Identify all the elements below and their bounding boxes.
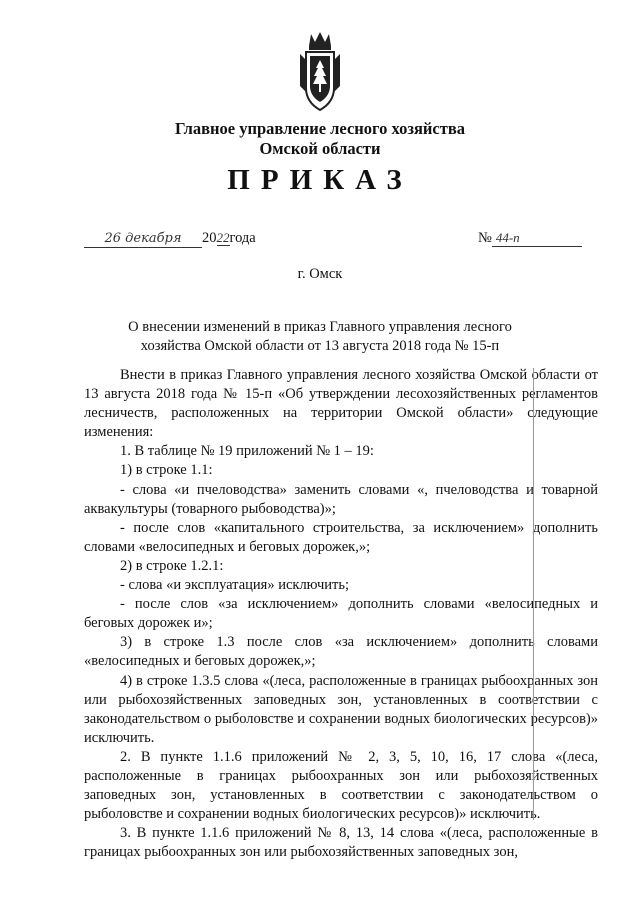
paragraph-intro: Внести в приказ Главного управления лесного хозяйства Омской области от 13 августа 2018 года № 15-п «Об утверждении лесохозяйственных регламентов лесничеств, расположенных на территории Омской области» следующие изменения: bbox=[84, 367, 598, 441]
paragraph-sub-1: 1) в строке 1.1: bbox=[120, 462, 213, 479]
city: г. Омск bbox=[297, 266, 343, 282]
paragraph-item-3: 3. В пункте 1.1.6 приложений № 8, 13, 14 слова «(леса, расположенные в границах рыбоохранных зон или рыбохозяйственных заповедных зон, bbox=[84, 825, 598, 861]
paragraph-dash-2: - после слов «капитального строительства, за исключением» дополнить словами «велосипедных и беговых дорожек,»; bbox=[84, 519, 598, 555]
number-sign: № bbox=[478, 230, 492, 246]
coat-of-arms-icon bbox=[297, 30, 343, 116]
paragraph-dash-3: - слова «и эксплуатация» исключить; bbox=[120, 577, 349, 594]
year-handwritten: 22 bbox=[216, 230, 230, 245]
organization-name bbox=[150, 119, 490, 159]
date-handwritten: 26 декабря bbox=[84, 231, 202, 248]
order-body bbox=[84, 366, 598, 862]
paragraph-sub-4: 4) в строке 1.3.5 слова «(леса, расположенные в границах рыбоохранных зон или рыбохозяйственных заповедных зон, установленных в соответствии с законодательством о рыболовстве и сохранении водных биологических ресурсов)» исключить. bbox=[84, 672, 598, 746]
number-handwritten: 44-п bbox=[492, 230, 582, 247]
org-line-1: Главное управление лесного хозяйства bbox=[174, 119, 466, 138]
org-line-2: Омской области bbox=[259, 139, 381, 158]
paragraph-item-1: 1. В таблице № 19 приложений № 1 – 19: bbox=[120, 443, 374, 460]
year-suffix: года bbox=[229, 230, 256, 246]
year-prefix: 20 bbox=[202, 230, 217, 246]
order-number bbox=[478, 230, 582, 247]
paragraph-dash-1: - слова «и пчеловодства» заменить словами «, пчеловодства и товарной аквакультуры (товарного рыбоводства)»; bbox=[84, 481, 598, 517]
paragraph-sub-3: 3) в строке 1.3 после слов «за исключением» дополнить словами «велосипедных и беговых дорожек,»; bbox=[84, 634, 598, 670]
paragraph-sub-2: 2) в строке 1.2.1: bbox=[120, 557, 224, 574]
document-type-title: ПРИКАЗ bbox=[227, 164, 413, 196]
paragraph-item-2: 2. В пункте 1.1.6 приложений № 2, 3, 5, 10, 16, 17 слова «(леса, расположенные в границах рыбоохранных зон или рыбохозяйственных заповедных зон, установленных в соответствии с законодательством о рыболовстве и сохранении водных биологических ресурсов)» исключить. bbox=[84, 748, 598, 823]
order-subject: О внесении изменений в приказ Главного управления лесного хозяйства Омской области от 13 августа 2018 года № 15-п bbox=[128, 319, 512, 354]
scan-fold-line bbox=[533, 368, 534, 820]
order-date bbox=[84, 230, 256, 248]
paragraph-dash-4: - после слов «за исключением» дополнить словами «велосипедных и беговых дорожек и»; bbox=[84, 596, 598, 632]
